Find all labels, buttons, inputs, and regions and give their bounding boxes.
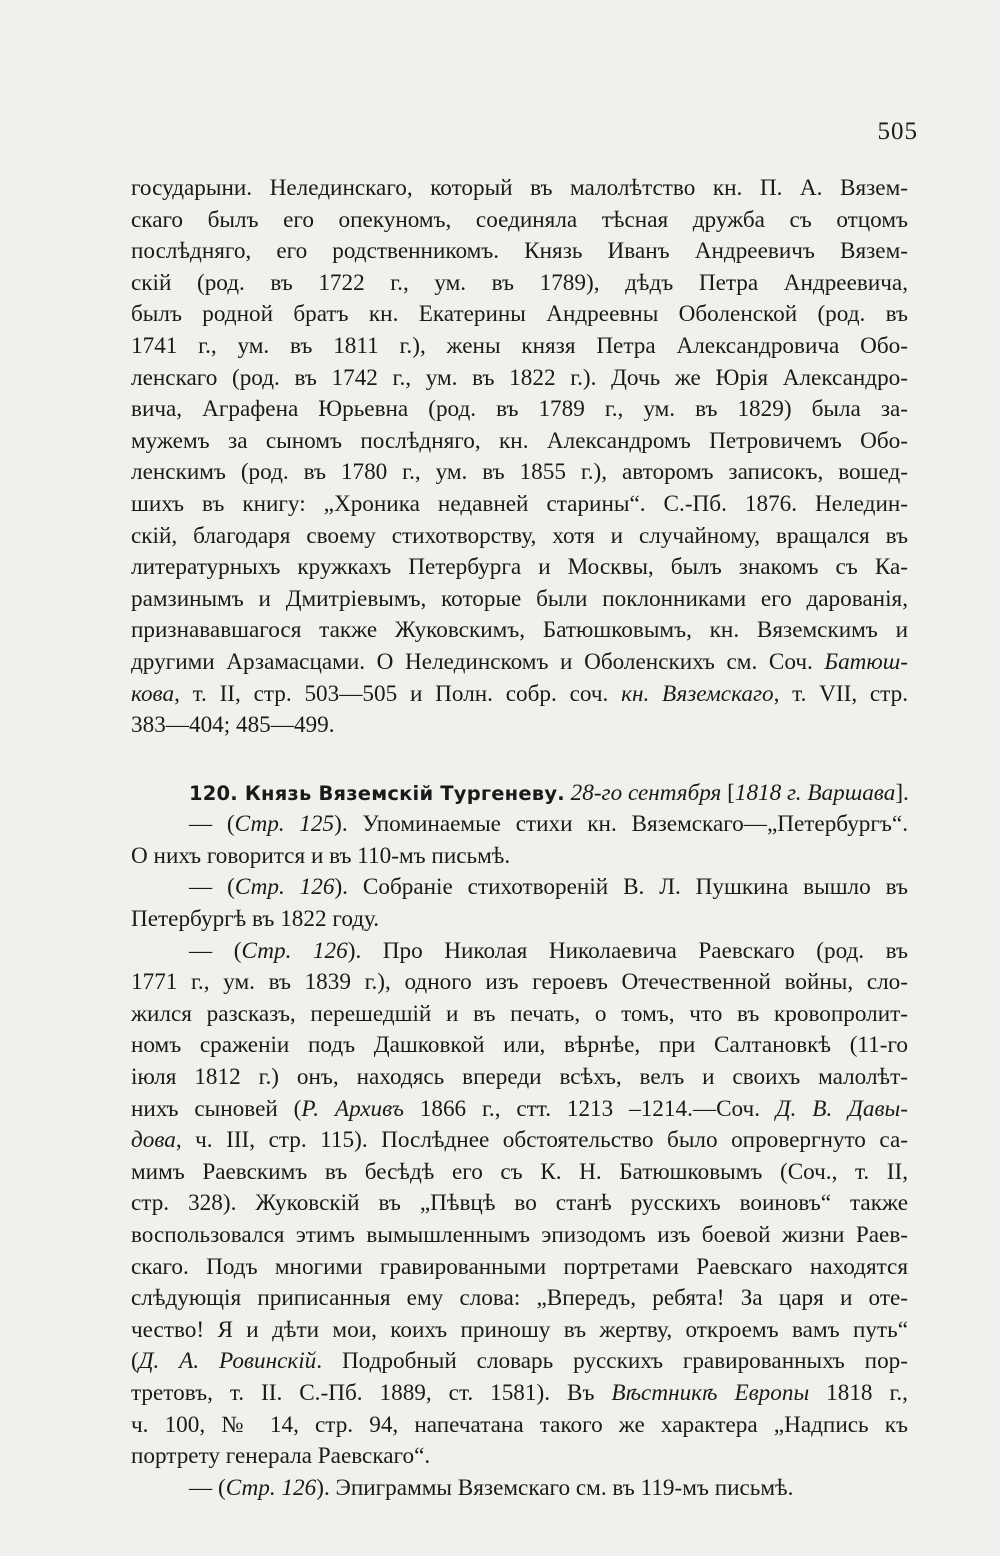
text-segment: третовъ, т. II. С.-Пб. 1889, ст. 1581). Въ — [131, 1379, 612, 1406]
text-line: шихъ въ книгу: „Хроника недавней старины“. С.-Пб. 1876. Неледин- — [131, 490, 908, 517]
text-segment: , т. II, стр. 503—505 и Полн. собр. соч. — [174, 680, 622, 707]
note-line: воспользовался этимъ вымышленнымъ эпизодомъ изъ боевой жизни Раев- — [131, 1222, 908, 1248]
note-line: жился разсказъ, перешедшій и въ печать, о томъ, что въ кровопролит- — [131, 1000, 908, 1027]
text-segment: , ч. III, стр. 115). Послѣднее обстоятельство было опровергнуто са- — [175, 1127, 908, 1154]
text-segment: ). Собраніе стихотвореній В. Л. Пушкина вышло въ — [334, 874, 908, 901]
text-line: скій (род. въ 1722 г., ум. въ 1789), дѣдъ Петра Андреевича, — [131, 269, 908, 296]
text-line — [131, 679, 908, 711]
note-line: ч. 100, № 14, стр. 94, напечатана такого же характера „Надпись къ — [131, 1411, 908, 1438]
page-number: 505 — [877, 118, 918, 145]
text-segment: — ( — [189, 1474, 226, 1501]
text-line: скій, благодаря своему стихотворству, хотя и случайному, вращался въ — [131, 522, 908, 549]
page-ref: Стр. 126 — [234, 874, 335, 901]
text-line: 383—404; 485—499. — [131, 712, 335, 739]
text-line: рамзинымъ и Дмитріевымъ, которые были поклонниками его дарованія, — [131, 585, 908, 612]
note-line: іюля 1812 г.) онъ, находясь впереди всѣхъ, велъ и своихъ малолѣт- — [131, 1064, 908, 1091]
note-line: 1771 г., ум. въ 1839 г.), одного изъ героевъ Отечественной войны, сло- — [131, 969, 908, 996]
text-line: вича, Аграфена Юрьевна (род. въ 1789 г., ум. въ 1829) была за- — [131, 396, 908, 423]
text-line: мужемъ за сыномъ послѣдняго, кн. Александромъ Петровичемъ Обо- — [131, 427, 908, 454]
text-segment: нихъ сыновей ( — [131, 1095, 302, 1122]
note-line: мимъ Раевскимъ въ бесѣдѣ его съ К. Н. Батюшковымъ (Соч., т. II, — [131, 1158, 908, 1185]
text-line: послѣдняго, его родственникомъ. Князь Иванъ Андреевичъ Вязем- — [131, 238, 908, 265]
text-segment: [ — [721, 779, 735, 806]
text-segment: ). Упоминаемые стихи кн. Вяземскаго—„Петербургъ“. — [334, 811, 908, 838]
text-line: признававшагося также Жуковскимъ, Батюшковымъ, кн. Вяземскимъ и — [131, 617, 908, 644]
text-line: литературныхъ кружкахъ Петербурга и Москвы, былъ знакомъ съ Ка- — [131, 554, 908, 581]
text-segment: ( — [131, 1348, 139, 1375]
text-line: скаго былъ его опекуномъ, соединяла тѣсная дружба съ отцомъ — [131, 206, 908, 233]
text-line: ленскимъ (род. въ 1780 г., ум. въ 1855 г.), авторомъ записокъ, вошед- — [131, 459, 908, 486]
text-segment: 1866 г., стт. 1213 –1214.—Соч. — [403, 1095, 776, 1122]
text-segment: — ( — [189, 937, 242, 964]
note-line — [131, 1473, 908, 1505]
note-line — [131, 1378, 908, 1410]
page-ref: Стр. 125 — [234, 811, 335, 838]
text-segment: 1818 г., — [809, 1379, 908, 1406]
note-line: О нихъ говорится и въ 110-мъ письмѣ. — [131, 842, 511, 869]
note-line: чество! Я и дѣти мои, коихъ приношу въ жертву, откроемъ вамъ путь“ — [131, 1316, 908, 1343]
heading-place: 1818 г. Варшава — [734, 779, 896, 806]
note-line: номъ сраженіи подъ Дашковкой или, вѣрнѣе, при Салтановкѣ (11-го — [131, 1032, 908, 1059]
heading-date: 28-го сентября — [570, 779, 722, 806]
text-line: былъ родной братъ кн. Екатерины Андреевны Оболенской (род. въ — [131, 301, 908, 328]
text-segment: , т. VII, стр. — [773, 680, 908, 707]
note-line: портрету генерала Раевскаго“. — [131, 1443, 431, 1470]
letter-heading — [131, 778, 908, 810]
section-gap — [131, 742, 908, 778]
text-segment: ). Эпиграммы Вяземскаго см. въ 119-мъ письмѣ. — [316, 1474, 794, 1501]
page-ref: Стр. 126 — [241, 937, 348, 964]
italic-ref: Д. В. Давы- — [775, 1095, 908, 1122]
note-line: скаго. Подъ многими гравированными портретами Раевскаго находятся — [131, 1253, 908, 1280]
text-line: ленскаго (род. въ 1742 г., ум. въ 1822 г.). Дочь же Юрія Александро- — [131, 364, 908, 391]
note-line — [131, 809, 908, 841]
body-text — [131, 173, 908, 1504]
note-line — [131, 1125, 908, 1157]
text-segment: другими Арзамасцами. О Нелединскомъ и Оболенскихъ см. Соч. — [131, 648, 813, 675]
text-line: государыни. Нелединскаго, который въ малолѣтство кн. П. А. Вязем- — [131, 175, 908, 201]
text-line: 1741 г., ум. въ 1811 г.), жены князя Петра Александровича Обо- — [131, 332, 908, 359]
text-segment: ). Про Николая Николаевича Раевскаго (род. въ — [347, 937, 908, 964]
text-segment: — ( — [189, 874, 235, 901]
note-line — [131, 1346, 908, 1378]
heading-title: 120. Князь Вяземскій Тургеневу. — [189, 781, 565, 805]
italic-ref: Вѣстникѣ Европы — [611, 1379, 810, 1406]
note-line: Петербургѣ въ 1822 году. — [131, 906, 380, 933]
text-segment: — ( — [189, 811, 235, 838]
italic-ref: Д. А. Ровинскій — [138, 1348, 317, 1375]
italic-ref: дова — [131, 1127, 176, 1154]
italic-ref: кова — [131, 680, 175, 707]
italic-ref: кн. Вяземскаго — [621, 680, 774, 707]
page-ref: Стр. 126 — [225, 1474, 317, 1501]
text-segment: ]. — [895, 779, 909, 806]
italic-ref: Р. Архивъ — [301, 1095, 404, 1122]
note-line — [131, 1094, 908, 1126]
italic-ref: Батюш- — [824, 648, 908, 675]
text-line — [131, 647, 908, 679]
note-line: слѣдующія приписанныя ему слова: „Впередъ, ребята! За царя и оте- — [131, 1285, 908, 1312]
note-line: стр. 328). Жуковскій въ „Пѣвцѣ во станѣ русскихъ воиновъ“ также — [131, 1190, 908, 1217]
text-segment: . Подробный словарь русскихъ гравированныхъ пор- — [316, 1348, 908, 1375]
note-line — [131, 936, 908, 968]
note-line — [131, 872, 908, 904]
